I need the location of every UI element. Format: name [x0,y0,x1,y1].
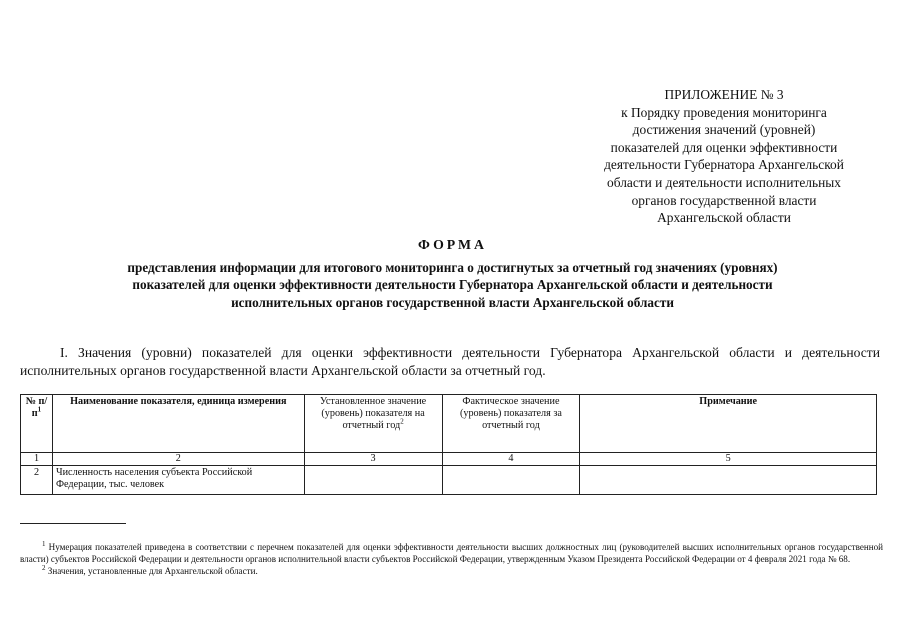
appendix-line: области и деятельности исполнительных [607,174,841,190]
row-note[interactable] [580,466,877,495]
appendix-title: ПРИЛОЖЕНИЕ № 3 [664,87,784,102]
index-cell: 4 [442,453,580,466]
form-title: ФОРМА [418,237,487,252]
header-note: Примечание [580,395,877,453]
form-subtitle [40,259,865,311]
footnote-mark: 2 [42,564,46,573]
appendix-line: к Порядку проведения мониторинга [621,104,827,120]
section-heading-text: I. Значения (уровни) показателей для оценки эффективности деятельности Губернатора Архангельской области и деятельности исполнительных органов государственной власти Архангельской области за отчетный год. [20,345,880,378]
form-subtitle-line: исполнительных органов государственной власти Архангельской области [231,294,674,310]
header-number: № $п/п^1$ [21,395,53,453]
footnote-2 [20,565,883,577]
form-subtitle-line: представления информации для итогового мониторинга о достигнутых за отчетный год значениях (уровнях) [127,260,778,275]
form-subtitle-line: показателей для оценки эффективности деятельности Губернатора Архангельской области и деятельности [132,277,773,293]
footnote-divider [20,523,126,524]
header-indicator-name: Наименование показателя, единица измерения [52,395,304,453]
row-indicator-name: Численность населения субъекта Российской Федерации, тыс. человек [52,466,304,495]
header-planned-value: Установленное значение (уровень) показателя на отчетный год$^2$ [304,395,442,453]
appendix-line: показателей для оценки эффективности [610,139,838,155]
row-actual-value[interactable] [442,466,580,495]
appendix-line: деятельности Губернатора Архангельской [604,157,844,173]
footnote-text: Значения, установленные для Архангельской области. [47,566,258,577]
index-cell: 5 [580,453,877,466]
table-row [21,466,877,495]
indicators-table [20,394,877,495]
footnotes [20,541,883,578]
index-cell: 3 [304,453,442,466]
index-cell: 1 [21,453,53,466]
footnote-1 [20,541,883,565]
appendix-block [565,86,883,227]
row-planned-value[interactable] [304,466,442,495]
appendix-line: органов государственной власти [631,192,817,208]
table-header-row [21,395,877,453]
row-number: 2 [21,466,53,495]
header-actual-value: Фактическое значение (уровень) показателя за отчетный год [442,395,580,453]
appendix-line: достижения значений (уровней) [632,122,816,138]
footnote-text: Нумерация показателей приведена в соответствии с перечнем показателей для оценки эффективности деятельности высших должностных лиц (руководителей высших исполнительных органов государственной власти) субъектов Российской Федерации и деятельности органов исполнительной власти субъектов Российской Федерации, утвержденным Указом Президента Российской Федерации от 4 февраля 2021 года № 68. [20,542,884,565]
table-index-row [21,453,877,466]
index-cell: 2 [52,453,304,466]
appendix-line: Архангельской области [657,210,791,226]
footnote-mark: 1 [42,539,46,548]
